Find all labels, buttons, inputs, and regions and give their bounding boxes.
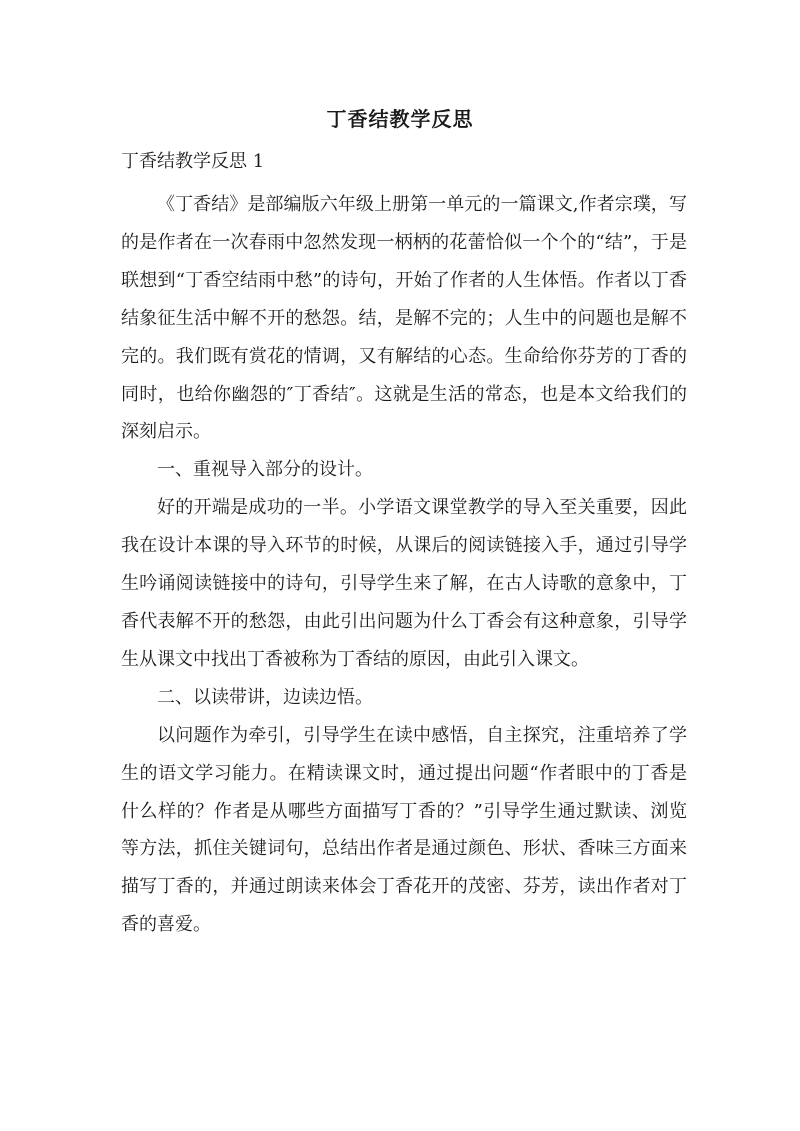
- document-body: [121, 186, 687, 944]
- paragraph-section-2: 以问题作为牵引，引导学生在读中感悟，自主探究，注重培养了学生的语文学习能力。在精读课文时，通过提出问题“作者眼中的丁香是什么样的？作者是从哪些方面描写丁香的？”引导学生通过默读、浏览等方法，抓住关键词句，总结出作者是通过颜色、形状、香味三方面来描写丁香的，并通过朗读来体会丁香花开的茂密、芬芳，读出作者对丁香的喜爱。: [121, 724, 687, 936]
- document-title: 丁香结教学反思: [326, 107, 474, 131]
- section-heading-1: 一、重视导入部分的设计。: [157, 459, 373, 481]
- section-heading-2: 二、以读带讲，边读边悟。: [157, 686, 373, 708]
- document-subtitle: 丁香结教学反思 1: [121, 151, 265, 172]
- paragraph-section-1: 好的开端是成功的一半。小学语文课堂教学的导入至关重要，因此我在设计本课的导入环节的时候，从课后的阅读链接入手，通过引导学生吟诵阅读链接中的诗句，引导学生来了解，在古人诗歌的意象中，丁香代表解不开的愁怨，由此引出问题为什么丁香会有这种意象，引导学生从课文中找出丁香被称为丁香结的原因，由此引入课文。: [121, 497, 687, 670]
- paragraph-intro: 《丁香结》是部编版六年级上册第一单元的一篇课文,作者宗璞，写的是作者在一次春雨中忽然发现一柄柄的花蕾恰似一个个的“结”，于是联想到“丁香空结雨中愁”的诗句，开始了作者的人生体悟。作者以丁香结象征生活中解不开的愁怨。结，是解不完的；人生中的问题也是解不完的。我们既有赏花的情调，又有解结的心态。生命给你芬芳的丁香的同时，也给你幽怨的″丁香结″。这就是生活的常态，也是本文给我们的深刻启示。: [121, 194, 687, 443]
